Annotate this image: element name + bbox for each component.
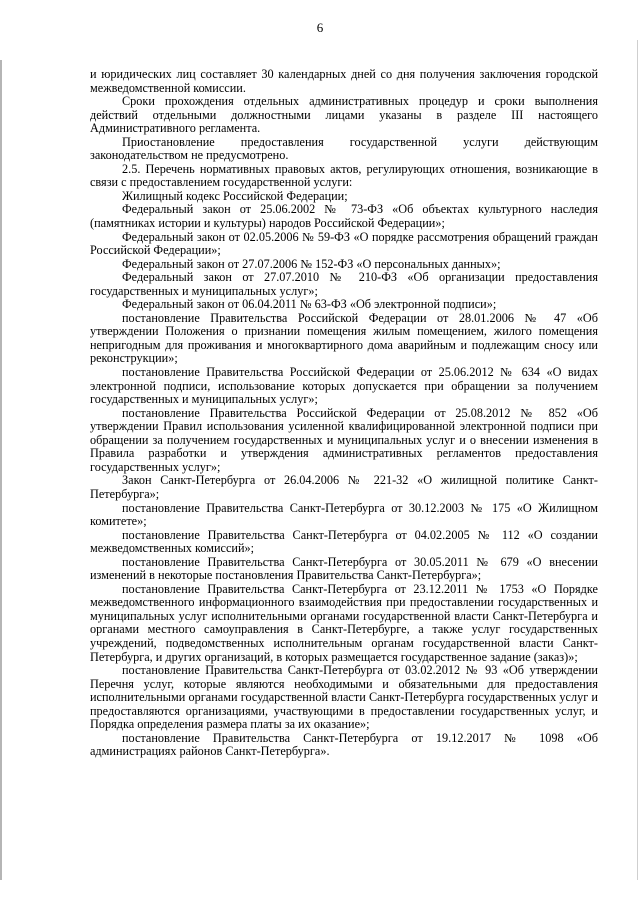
paragraph: Федеральный закон от 25.06.2002 № 73-ФЗ «Об объектах культурного наследия (памятниках истории и культуры) народов Российской Федерации»; — [90, 202, 598, 231]
paragraph: постановление Правительства Российской Федерации от 25.06.2012 № 634 «О видах электронной подписи, использование которых допускается при обращении за получением государственных и муниципальных услуг»; — [90, 365, 598, 407]
paragraph: постановление Правительства Санкт-Петербурга от 30.12.2003 № 175 «О Жилищном комитете»; — [90, 500, 598, 529]
document-body — [90, 68, 598, 759]
paragraph: 2.5. Перечень нормативных правовых актов, регулирующих отношения, возникающие в связи с предоставлением государственной услуги: — [90, 161, 598, 190]
paragraph: Федеральный закон от 02.05.2006 № 59-ФЗ «О порядке рассмотрения обращений граждан Российской Федерации»; — [90, 229, 598, 258]
paragraph: постановление Правительства Санкт-Петербурга от 23.12.2011 № 1753 «О Порядке межведомственного информационного взаимодействия при предоставлении государственных и муниципальных услуг исполнительными органами государственной власти Санкт-Петербурга и органами местного самоуправления в Санкт-Петербурге, а также услуг государственных учреждений, подведомственных исполнительным органам государственной власти Санкт-Петербурга, и других организаций, в которых размещается государственное задание (заказ)»; — [90, 581, 598, 664]
paragraph: Приостановление предоставления государственной услуги действующим законодательством не предусмотрено. — [90, 134, 598, 163]
paragraph: постановление Правительства Российской Федерации от 28.01.2006 № 47 «Об утверждении Положения о признании помещения жилым помещением, жилого помещения непригодным для проживания и многоквартирного дома аварийным и подлежащим сносу или реконструкции»; — [90, 310, 598, 366]
paragraph: Закон Санкт-Петербурга от 26.04.2006 № 221-32 «О жилищной политике Санкт-Петербурга»; — [90, 473, 598, 501]
paragraph: постановление Правительства Санкт-Петербурга от 04.02.2005 № 112 «О создании межведомственных комиссий»; — [90, 527, 598, 556]
paragraph: Федеральный закон от 06.04.2011 № 63-ФЗ «Об электронной подписи»; — [122, 297, 497, 312]
paragraph: постановление Правительства Санкт-Петербурга от 03.02.2012 № 93 «Об утверждении Перечня услуг, которые являются необходимыми и обязательными для предоставления исполнительными органами государственной власти Санкт-Петербурга государственных услуг и предоставляются организациями, участвующими в предоставлении государственных услуг, и Порядка определения размера платы за их оказание»; — [90, 663, 598, 732]
paragraph: Жилищный кодекс Российской Федерации; — [122, 188, 348, 203]
scan-edge-right — [637, 40, 638, 880]
paragraph: Сроки прохождения отдельных административных процедур и сроки выполнения действий отдельными должностными лицами указаны в разделе III настоящего Административного регламента. — [90, 94, 598, 136]
paragraph: постановление Правительства Российской Федерации от 25.08.2012 № 852 «Об утверждении Правил использования усиленной квалифицированной электронной подписи при обращении за получением государственных и муниципальных услуг и о внесении изменения в Правила разработки и утверждения административных регламентов предоставления государственных услуг»; — [90, 405, 598, 474]
paragraph: постановление Правительства Санкт-Петербурга от 30.05.2011 № 679 «О внесении изменений в некоторые постановления Правительства Санкт-Петербурга»; — [90, 554, 598, 583]
paragraph: постановление Правительства Санкт-Петербурга от 19.12.2017 № 1098 «Об администрациях районов Санкт-Петербурга». — [90, 730, 598, 759]
paragraph: Федеральный закон от 27.07.2010 № 210-ФЗ «Об организации предоставления государственных и муниципальных услуг»; — [90, 270, 598, 298]
paragraph: и юридических лиц составляет 30 календарных дней со дня получения заключения городской межведомственной комиссии. — [90, 67, 598, 95]
page-number: 6 — [316, 20, 324, 35]
paragraph: Федеральный закон от 27.07.2006 № 152-ФЗ «О персональных данных»; — [122, 256, 501, 271]
scan-edge-left — [0, 60, 2, 880]
